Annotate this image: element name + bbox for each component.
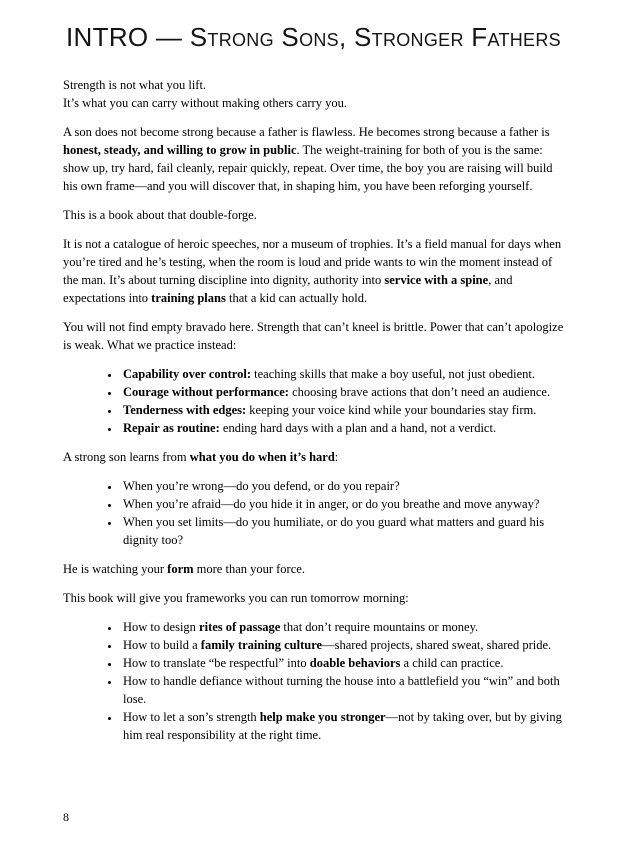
body-text: Strength is not what you lift. <box>63 78 207 92</box>
bullet-item <box>120 513 564 549</box>
body-text: How to translate “be respectful” into <box>123 656 310 670</box>
body-text: that don’t require mountains or money. <box>280 620 479 634</box>
body-text: He is watching your <box>63 562 168 576</box>
bullet-item <box>120 401 564 419</box>
paragraph <box>63 318 564 354</box>
body-text: that a kid can actually hold. <box>225 291 368 305</box>
body-text: more than your force. <box>193 562 305 576</box>
bold-text: honest, steady, and willing to grow in public <box>63 143 297 157</box>
bullet-item <box>120 383 564 401</box>
paragraph <box>63 448 564 466</box>
bullet-item <box>120 618 564 636</box>
bold-text: family training culture <box>200 638 323 652</box>
bullet-item <box>120 495 564 513</box>
bullet-list <box>63 365 564 437</box>
bullet-item <box>120 419 564 437</box>
paragraph <box>63 206 564 224</box>
page-title <box>63 22 564 52</box>
bold-text: training plans <box>151 291 226 305</box>
bullet-item <box>120 636 564 654</box>
body-text: This book will give you frameworks you can run tomorrow morning: <box>63 591 409 605</box>
body-text: —shared projects, shared sweat, shared pride. <box>322 638 552 652</box>
bullet-item <box>120 672 564 708</box>
body-text: : <box>334 450 339 464</box>
page-content <box>63 76 564 744</box>
bullet-item <box>120 654 564 672</box>
bullet-list <box>63 477 564 549</box>
bold-text: help make you stronger <box>259 710 386 724</box>
paragraph <box>63 589 564 607</box>
body-text: How to let a son’s strength <box>123 710 260 724</box>
paragraph <box>63 560 564 578</box>
body-text: choosing brave actions that don’t need an audience. <box>288 385 551 399</box>
body-text: When you’re wrong—do you defend, or do you repair? <box>123 479 400 493</box>
title-prefix: INTRO — <box>66 22 190 52</box>
body-text: A strong son learns from <box>63 450 190 464</box>
bold-text: Courage without performance: <box>123 385 289 399</box>
body-text: When you set limits—do you humiliate, or do you guard what matters and guard his dignity too? <box>123 515 545 547</box>
body-text: How to design <box>123 620 200 634</box>
body-text: It’s what you can carry without making others carry you. <box>63 96 347 110</box>
bullet-list <box>63 618 564 744</box>
body-text: . The weight-training for both of you is the same: show up, try hard, fail cleanly, repair quickly, repeat. Over time, the boy you are raising will build his own frame—and you will discover that, in shaping him, you have been reforging yourself. <box>63 143 553 193</box>
paragraph <box>63 123 564 195</box>
body-text: You will not find empty bravado here. Strength that can’t kneel is brittle. Power that can’t apologize is weak. What we practice instead: <box>63 320 564 352</box>
bold-text: Capability over control: <box>123 367 252 381</box>
bullet-item <box>120 365 564 383</box>
body-text: , and expectations into <box>63 273 513 305</box>
page-number: 8 <box>63 810 69 824</box>
bullet-item <box>120 708 564 744</box>
paragraph <box>63 76 564 112</box>
body-text: When you’re afraid—do you hide it in anger, or do you breathe and move anyway? <box>123 497 540 511</box>
body-text: teaching skills that make a boy useful, not just obedient. <box>251 367 535 381</box>
bold-text: what you do when it’s hard <box>189 450 335 464</box>
body-text: How to build a <box>123 638 201 652</box>
body-text: —not by taking over, but by giving him real responsibility at the right time. <box>123 710 562 742</box>
body-text: How to handle defiance without turning the house into a battlefield you “win” and both lose. <box>123 674 560 706</box>
body-text: It is not a catalogue of heroic speeches, nor a museum of trophies. It’s a field manual for days when you’re tired and he’s testing, when the room is loud and pride wants to win the moment instead of the man. It’s about turning discipline into dignity, authority into <box>63 237 562 287</box>
paragraph <box>63 235 564 307</box>
bullet-item <box>120 477 564 495</box>
title-subtitle: Strong Sons, Stronger Fathers <box>189 22 561 52</box>
bold-text: doable behaviors <box>309 656 401 670</box>
bold-text: Repair as routine: <box>123 421 220 435</box>
body-text: This is a book about that double-forge. <box>63 208 257 222</box>
bold-text: Tenderness with edges: <box>123 403 247 417</box>
bold-text: rites of passage <box>199 620 281 634</box>
bold-text: service with a spine <box>384 273 489 287</box>
body-text: a child can practice. <box>400 656 504 670</box>
bold-text: form <box>167 562 194 576</box>
body-text: keeping your voice kind while your boundaries stay firm. <box>246 403 537 417</box>
body-text: A son does not become strong because a father is flawless. He becomes strong because a father is <box>63 125 550 139</box>
body-text: ending hard days with a plan and a hand, not a verdict. <box>219 421 497 435</box>
